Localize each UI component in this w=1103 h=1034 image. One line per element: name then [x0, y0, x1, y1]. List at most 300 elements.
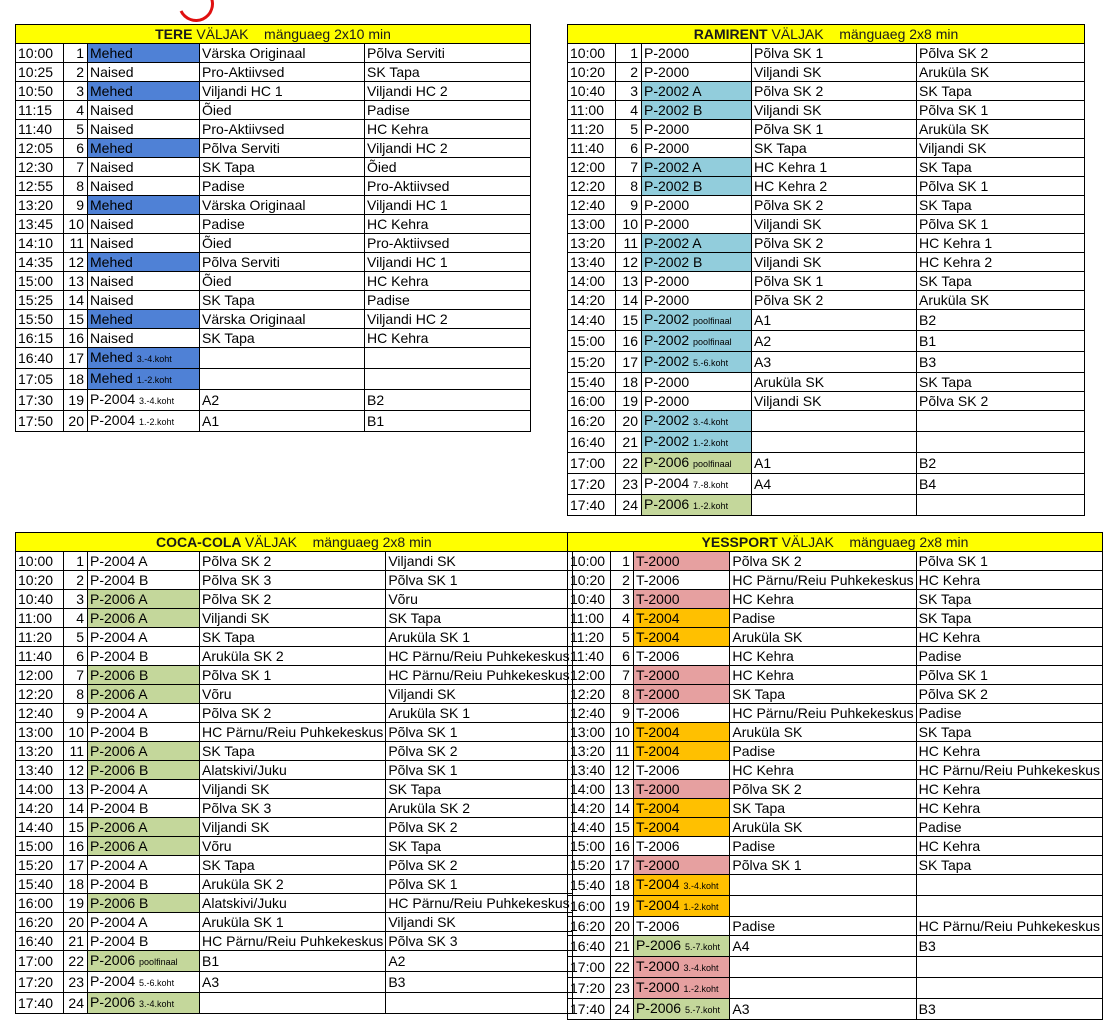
team-a-cell: SK Tapa [200, 158, 365, 177]
table-row [568, 352, 1085, 373]
team-b-cell: HC Kehra [916, 837, 1102, 856]
category-note: 3.-4.koht [693, 417, 729, 427]
team-a-cell: A2 [752, 331, 917, 352]
category-cell [88, 369, 200, 390]
time-cell: 15:00 [16, 272, 64, 291]
team-a-cell: Põlva SK 2 [200, 704, 386, 723]
team-b-cell: SK Tapa [917, 82, 1085, 101]
match-number-cell: 4 [64, 609, 88, 628]
ramirent-schedule-table [567, 24, 1085, 516]
category-label: P-2004 A [90, 553, 148, 569]
match-number-cell: 7 [64, 666, 88, 685]
team-a-cell: SK Tapa [200, 742, 386, 761]
match-number-cell: 1 [616, 44, 642, 63]
table-row [16, 215, 531, 234]
time-cell: 17:20 [568, 978, 611, 999]
match-number-cell: 24 [610, 999, 633, 1020]
category-label: T-2004 [635, 629, 680, 645]
category-note: 5.-7.koht [685, 1005, 721, 1015]
table-title [568, 25, 1085, 44]
category-label: Mehed [90, 83, 133, 99]
category-label: Naised [90, 159, 134, 175]
match-number-cell: 9 [64, 196, 88, 215]
team-a-cell [200, 993, 386, 1014]
match-number-cell: 13 [64, 272, 88, 291]
category-label: P-2000 [644, 64, 690, 80]
team-a-cell: Põlva SK 2 [730, 552, 916, 571]
team-a-cell: Viljandi SK [752, 215, 917, 234]
time-cell: 10:20 [16, 571, 64, 590]
team-a-cell: Padise [730, 609, 916, 628]
table-row [16, 120, 531, 139]
team-a-cell: A1 [752, 453, 917, 474]
table-row [16, 647, 573, 666]
time-cell: 12:00 [16, 666, 64, 685]
team-a-cell: A1 [752, 310, 917, 331]
table-row [568, 799, 1103, 818]
category-label: P-2006 A [90, 819, 148, 835]
category-label: P-2006 [644, 496, 690, 512]
team-b-cell: A2 [386, 951, 572, 972]
category-cell [88, 704, 200, 723]
category-cell [642, 331, 752, 352]
time-cell: 11:40 [16, 120, 64, 139]
time-cell: 16:00 [16, 894, 64, 913]
team-a-cell: Värska Originaal [200, 196, 365, 215]
table-row [568, 158, 1085, 177]
team-a-cell: Alatskivi/Juku [200, 761, 386, 780]
category-label: Naised [90, 235, 134, 251]
time-cell: 14:00 [568, 780, 611, 799]
team-b-cell: HC Kehra [916, 571, 1102, 590]
category-cell [642, 253, 752, 272]
category-label: T-2006 [635, 572, 680, 588]
category-label: P-2006 [635, 1000, 682, 1016]
category-label: P-2000 [644, 140, 690, 156]
match-number-cell: 1 [64, 44, 88, 63]
match-number-cell: 13 [610, 780, 633, 799]
team-a-cell: Padise [200, 215, 365, 234]
category-cell [642, 177, 752, 196]
team-b-cell: Põlva SK 1 [916, 666, 1102, 685]
category-label: P-2002 A [644, 235, 702, 251]
time-cell: 17:00 [16, 951, 64, 972]
team-b-cell: Põlva SK 1 [916, 552, 1102, 571]
time-cell: 17:00 [568, 957, 611, 978]
match-number-cell: 8 [616, 177, 642, 196]
team-b-cell: Põlva SK 2 [386, 742, 572, 761]
category-label: Mehed [90, 140, 133, 156]
category-cell [642, 411, 752, 432]
category-cell [633, 761, 729, 780]
time-cell: 11:40 [568, 139, 616, 158]
table-row [16, 837, 573, 856]
category-label: P-2004 A [90, 705, 148, 721]
team-a-cell: Õied [200, 234, 365, 253]
team-b-cell [916, 978, 1102, 999]
match-number-cell: 8 [64, 685, 88, 704]
match-number-cell: 4 [610, 609, 633, 628]
match-number-cell: 18 [64, 369, 88, 390]
category-note: 1.-2.koht [683, 902, 719, 912]
table-row [16, 818, 573, 837]
team-a-cell: Aruküla SK 1 [200, 913, 386, 932]
category-cell [633, 896, 729, 917]
table-row [568, 957, 1103, 978]
category-label: P-2006 B [90, 667, 149, 683]
team-b-cell: B3 [916, 936, 1102, 957]
table-row [16, 628, 573, 647]
time-cell: 15:20 [568, 352, 616, 373]
category-cell [642, 63, 752, 82]
table-row [568, 432, 1085, 453]
team-a-cell [730, 896, 916, 917]
table-row [16, 590, 573, 609]
match-number-cell: 8 [610, 685, 633, 704]
match-number-cell: 3 [616, 82, 642, 101]
table-row [568, 742, 1103, 761]
time-cell: 10:40 [568, 82, 616, 101]
match-number-cell: 3 [610, 590, 633, 609]
team-a-cell: Padise [730, 917, 916, 936]
category-cell [88, 742, 200, 761]
table-row [16, 101, 531, 120]
team-a-cell: Pro-Aktiivsed [200, 63, 365, 82]
category-cell [88, 82, 200, 101]
team-a-cell: Aruküla SK [730, 818, 916, 837]
team-a-cell: HC Kehra [730, 666, 916, 685]
category-label: P-2000 [644, 292, 690, 308]
category-cell [642, 352, 752, 373]
category-label: P-2000 [644, 273, 690, 289]
category-cell [88, 894, 200, 913]
time-cell: 11:15 [16, 101, 64, 120]
team-b-cell: Viljandi SK [386, 685, 572, 704]
match-number-cell: 13 [64, 780, 88, 799]
category-label: P-2002 [644, 433, 690, 449]
category-cell [633, 856, 729, 875]
team-b-cell: Viljandi HC 2 [365, 310, 531, 329]
time-cell: 15:40 [16, 875, 64, 894]
table-row [16, 972, 573, 993]
category-cell [642, 139, 752, 158]
game-duration: mänguaeg 2x10 min [264, 26, 391, 42]
team-a-cell: Põlva SK 2 [200, 590, 386, 609]
category-note: poolfinaal [139, 957, 178, 967]
category-label: P-2006 [90, 952, 136, 968]
category-label: P-2002 A [644, 83, 702, 99]
table-row [568, 196, 1085, 215]
table-row [16, 234, 531, 253]
team-b-cell: SK Tapa [365, 63, 531, 82]
time-cell: 17:40 [568, 495, 616, 516]
team-b-cell: HC Kehra [365, 120, 531, 139]
team-a-cell [200, 348, 365, 369]
category-label: T-2000 [635, 591, 680, 607]
time-cell: 16:40 [568, 936, 611, 957]
team-a-cell: HC Kehra [730, 647, 916, 666]
team-b-cell: HC Pärnu/Reiu Puhkekeskus [386, 647, 572, 666]
match-number-cell: 15 [64, 818, 88, 837]
game-duration: mänguaeg 2x8 min [839, 26, 959, 42]
team-a-cell: Aruküla SK 2 [200, 875, 386, 894]
team-b-cell: Viljandi SK [386, 552, 572, 571]
team-b-cell: Õied [365, 158, 531, 177]
category-label: T-2006 [635, 762, 680, 778]
category-label: Naised [90, 292, 134, 308]
time-cell: 15:00 [568, 837, 611, 856]
team-a-cell: HC Pärnu/Reiu Puhkekeskus [730, 571, 916, 590]
team-b-cell: HC Kehra [916, 780, 1102, 799]
category-cell [88, 158, 200, 177]
category-note: poolfinaal [693, 459, 732, 469]
category-label: T-2000 [635, 667, 680, 683]
time-cell: 11:40 [568, 647, 611, 666]
category-label: T-2000 [635, 857, 680, 873]
match-number-cell: 2 [616, 63, 642, 82]
match-number-cell: 1 [64, 552, 88, 571]
category-label: Mehed [90, 349, 133, 365]
table-row [568, 234, 1085, 253]
table-row [568, 666, 1103, 685]
team-b-cell: Põlva SK 3 [386, 932, 572, 951]
team-a-cell: Viljandi SK [752, 63, 917, 82]
time-cell: 15:50 [16, 310, 64, 329]
category-cell [88, 666, 200, 685]
table-row [568, 453, 1085, 474]
category-cell [633, 875, 729, 896]
venue-label: VÄLJAK [771, 26, 824, 42]
title-row [16, 25, 531, 44]
time-cell: 17:40 [568, 999, 611, 1020]
category-note: 1.-2.koht [693, 438, 729, 448]
team-a-cell: Põlva SK 1 [730, 856, 916, 875]
table-row [568, 63, 1085, 82]
category-label: T-2004 [635, 819, 680, 835]
table-row [16, 82, 531, 101]
venue-name: COCA-COLA [155, 534, 241, 550]
match-number-cell: 23 [64, 972, 88, 993]
table-row [568, 999, 1103, 1020]
time-cell: 14:20 [568, 799, 611, 818]
venue-name: TERE [155, 26, 193, 42]
table-row [16, 894, 573, 913]
category-cell [88, 590, 200, 609]
team-b-cell: Põlva SK 2 [916, 685, 1102, 704]
team-a-cell: Aruküla SK [730, 723, 916, 742]
team-b-cell: SK Tapa [917, 272, 1085, 291]
match-number-cell: 17 [64, 348, 88, 369]
team-b-cell: Põlva SK 1 [386, 723, 572, 742]
team-b-cell [916, 957, 1102, 978]
time-cell: 12:00 [568, 158, 616, 177]
table-row [568, 571, 1103, 590]
category-cell [88, 875, 200, 894]
table-row [568, 685, 1103, 704]
team-b-cell: B3 [917, 352, 1085, 373]
category-cell [633, 571, 729, 590]
match-number-cell: 23 [616, 474, 642, 495]
category-label: P-2002 [644, 412, 690, 428]
team-a-cell: Padise [730, 742, 916, 761]
table-row [568, 837, 1103, 856]
table-row [16, 666, 573, 685]
cocacola-panel [15, 532, 573, 1014]
category-cell [633, 799, 729, 818]
table-row [16, 291, 531, 310]
match-number-cell: 6 [610, 647, 633, 666]
table-row [16, 310, 531, 329]
match-number-cell: 11 [64, 234, 88, 253]
team-b-cell: Aruküla SK [917, 120, 1085, 139]
category-note: 1.-2.koht [683, 984, 719, 994]
category-label: T-2006 [635, 918, 680, 934]
team-b-cell: Põlva SK 1 [917, 215, 1085, 234]
category-cell [88, 609, 200, 628]
table-row [16, 856, 573, 875]
match-number-cell: 12 [616, 253, 642, 272]
category-cell [88, 390, 200, 411]
table-row [568, 609, 1103, 628]
category-cell [88, 837, 200, 856]
team-a-cell: A4 [752, 474, 917, 495]
table-row [16, 177, 531, 196]
time-cell: 10:00 [16, 552, 64, 571]
category-label: T-2004 [635, 897, 680, 913]
category-label: T-2000 [635, 781, 680, 797]
time-cell: 15:40 [568, 875, 611, 896]
team-b-cell: Viljandi HC 2 [365, 139, 531, 158]
team-b-cell: SK Tapa [916, 590, 1102, 609]
time-cell: 13:00 [568, 215, 616, 234]
time-cell: 12:40 [16, 704, 64, 723]
team-b-cell: HC Kehra [365, 215, 531, 234]
team-a-cell: Põlva SK 2 [752, 291, 917, 310]
time-cell: 16:20 [568, 917, 611, 936]
category-cell [88, 63, 200, 82]
table-row [568, 647, 1103, 666]
yessport-panel [567, 532, 1103, 1020]
team-b-cell: HC Kehra [916, 799, 1102, 818]
team-b-cell: Aruküla SK [917, 291, 1085, 310]
cocacola-schedule-table [15, 532, 573, 1014]
title-row [568, 533, 1103, 552]
category-cell [633, 837, 729, 856]
time-cell: 13:20 [16, 742, 64, 761]
time-cell: 17:20 [568, 474, 616, 495]
venue-label: VÄLJAK [781, 534, 834, 550]
match-number-cell: 4 [64, 101, 88, 120]
match-number-cell: 11 [610, 742, 633, 761]
category-label: P-2006 A [90, 686, 148, 702]
category-cell [88, 913, 200, 932]
match-number-cell: 18 [64, 875, 88, 894]
match-number-cell: 3 [64, 82, 88, 101]
category-cell [642, 158, 752, 177]
time-cell: 11:20 [16, 628, 64, 647]
team-a-cell: Põlva SK 2 [200, 552, 386, 571]
team-b-cell [916, 875, 1102, 896]
venue-label: VÄLJAK [244, 534, 298, 550]
category-cell [88, 310, 200, 329]
category-label: P-2004 B [90, 648, 149, 664]
match-number-cell: 14 [616, 291, 642, 310]
match-number-cell: 9 [64, 704, 88, 723]
category-note: 1.-2.koht [136, 375, 172, 385]
team-b-cell: B2 [365, 390, 531, 411]
time-cell: 10:40 [16, 590, 64, 609]
category-label: Naised [90, 121, 134, 137]
category-label: P-2006 A [90, 610, 148, 626]
match-number-cell: 5 [610, 628, 633, 647]
team-a-cell: HC Pärnu/Reiu Puhkekeskus [200, 723, 386, 742]
match-number-cell: 9 [616, 196, 642, 215]
category-label: P-2000 [644, 216, 690, 232]
team-b-cell: Aruküla SK [917, 63, 1085, 82]
time-cell: 16:00 [568, 392, 616, 411]
team-a-cell: A1 [200, 411, 365, 432]
category-cell [642, 373, 752, 392]
table-row [568, 139, 1085, 158]
match-number-cell: 19 [64, 390, 88, 411]
category-label: P-2004 B [90, 724, 149, 740]
table-row [568, 704, 1103, 723]
time-cell: 17:50 [16, 411, 64, 432]
category-label: P-2004 A [90, 629, 148, 645]
team-b-cell: Põlva SK 2 [917, 44, 1085, 63]
table-row [568, 253, 1085, 272]
time-cell: 16:00 [568, 896, 611, 917]
team-a-cell: Põlva SK 2 [752, 82, 917, 101]
category-note: 1.-2.koht [693, 501, 729, 511]
table-row [568, 818, 1103, 837]
team-a-cell: HC Pärnu/Reiu Puhkekeskus [730, 704, 916, 723]
team-b-cell: B1 [365, 411, 531, 432]
team-b-cell: Pro-Aktiivsed [365, 177, 531, 196]
category-note: 3.-4.koht [683, 963, 719, 973]
time-cell: 12:40 [568, 196, 616, 215]
category-cell [88, 552, 200, 571]
team-b-cell: Viljandi HC 1 [365, 253, 531, 272]
match-number-cell: 17 [616, 352, 642, 373]
table-title [568, 533, 1103, 552]
category-cell [88, 723, 200, 742]
category-cell [88, 139, 200, 158]
title-row [568, 25, 1085, 44]
category-label: P-2000 [644, 197, 690, 213]
category-label: P-2004 B [90, 933, 149, 949]
time-cell: 10:00 [568, 552, 611, 571]
time-cell: 16:40 [16, 932, 64, 951]
match-number-cell: 10 [64, 723, 88, 742]
category-label: T-2004 [635, 876, 680, 892]
time-cell: 15:20 [568, 856, 611, 875]
category-label: P-2002 A [644, 159, 702, 175]
team-b-cell [917, 432, 1085, 453]
table-row [568, 856, 1103, 875]
category-label: Naised [90, 64, 134, 80]
match-number-cell: 20 [64, 411, 88, 432]
team-b-cell: Põlva Serviti [365, 44, 531, 63]
category-cell [88, 234, 200, 253]
table-row [16, 742, 573, 761]
time-cell: 14:40 [568, 818, 611, 837]
category-cell [642, 215, 752, 234]
team-b-cell: HC Pärnu/Reiu Puhkekeskus [916, 761, 1102, 780]
category-label: P-2000 [644, 45, 690, 61]
team-a-cell: Pro-Aktiivsed [200, 120, 365, 139]
table-row [568, 978, 1103, 999]
